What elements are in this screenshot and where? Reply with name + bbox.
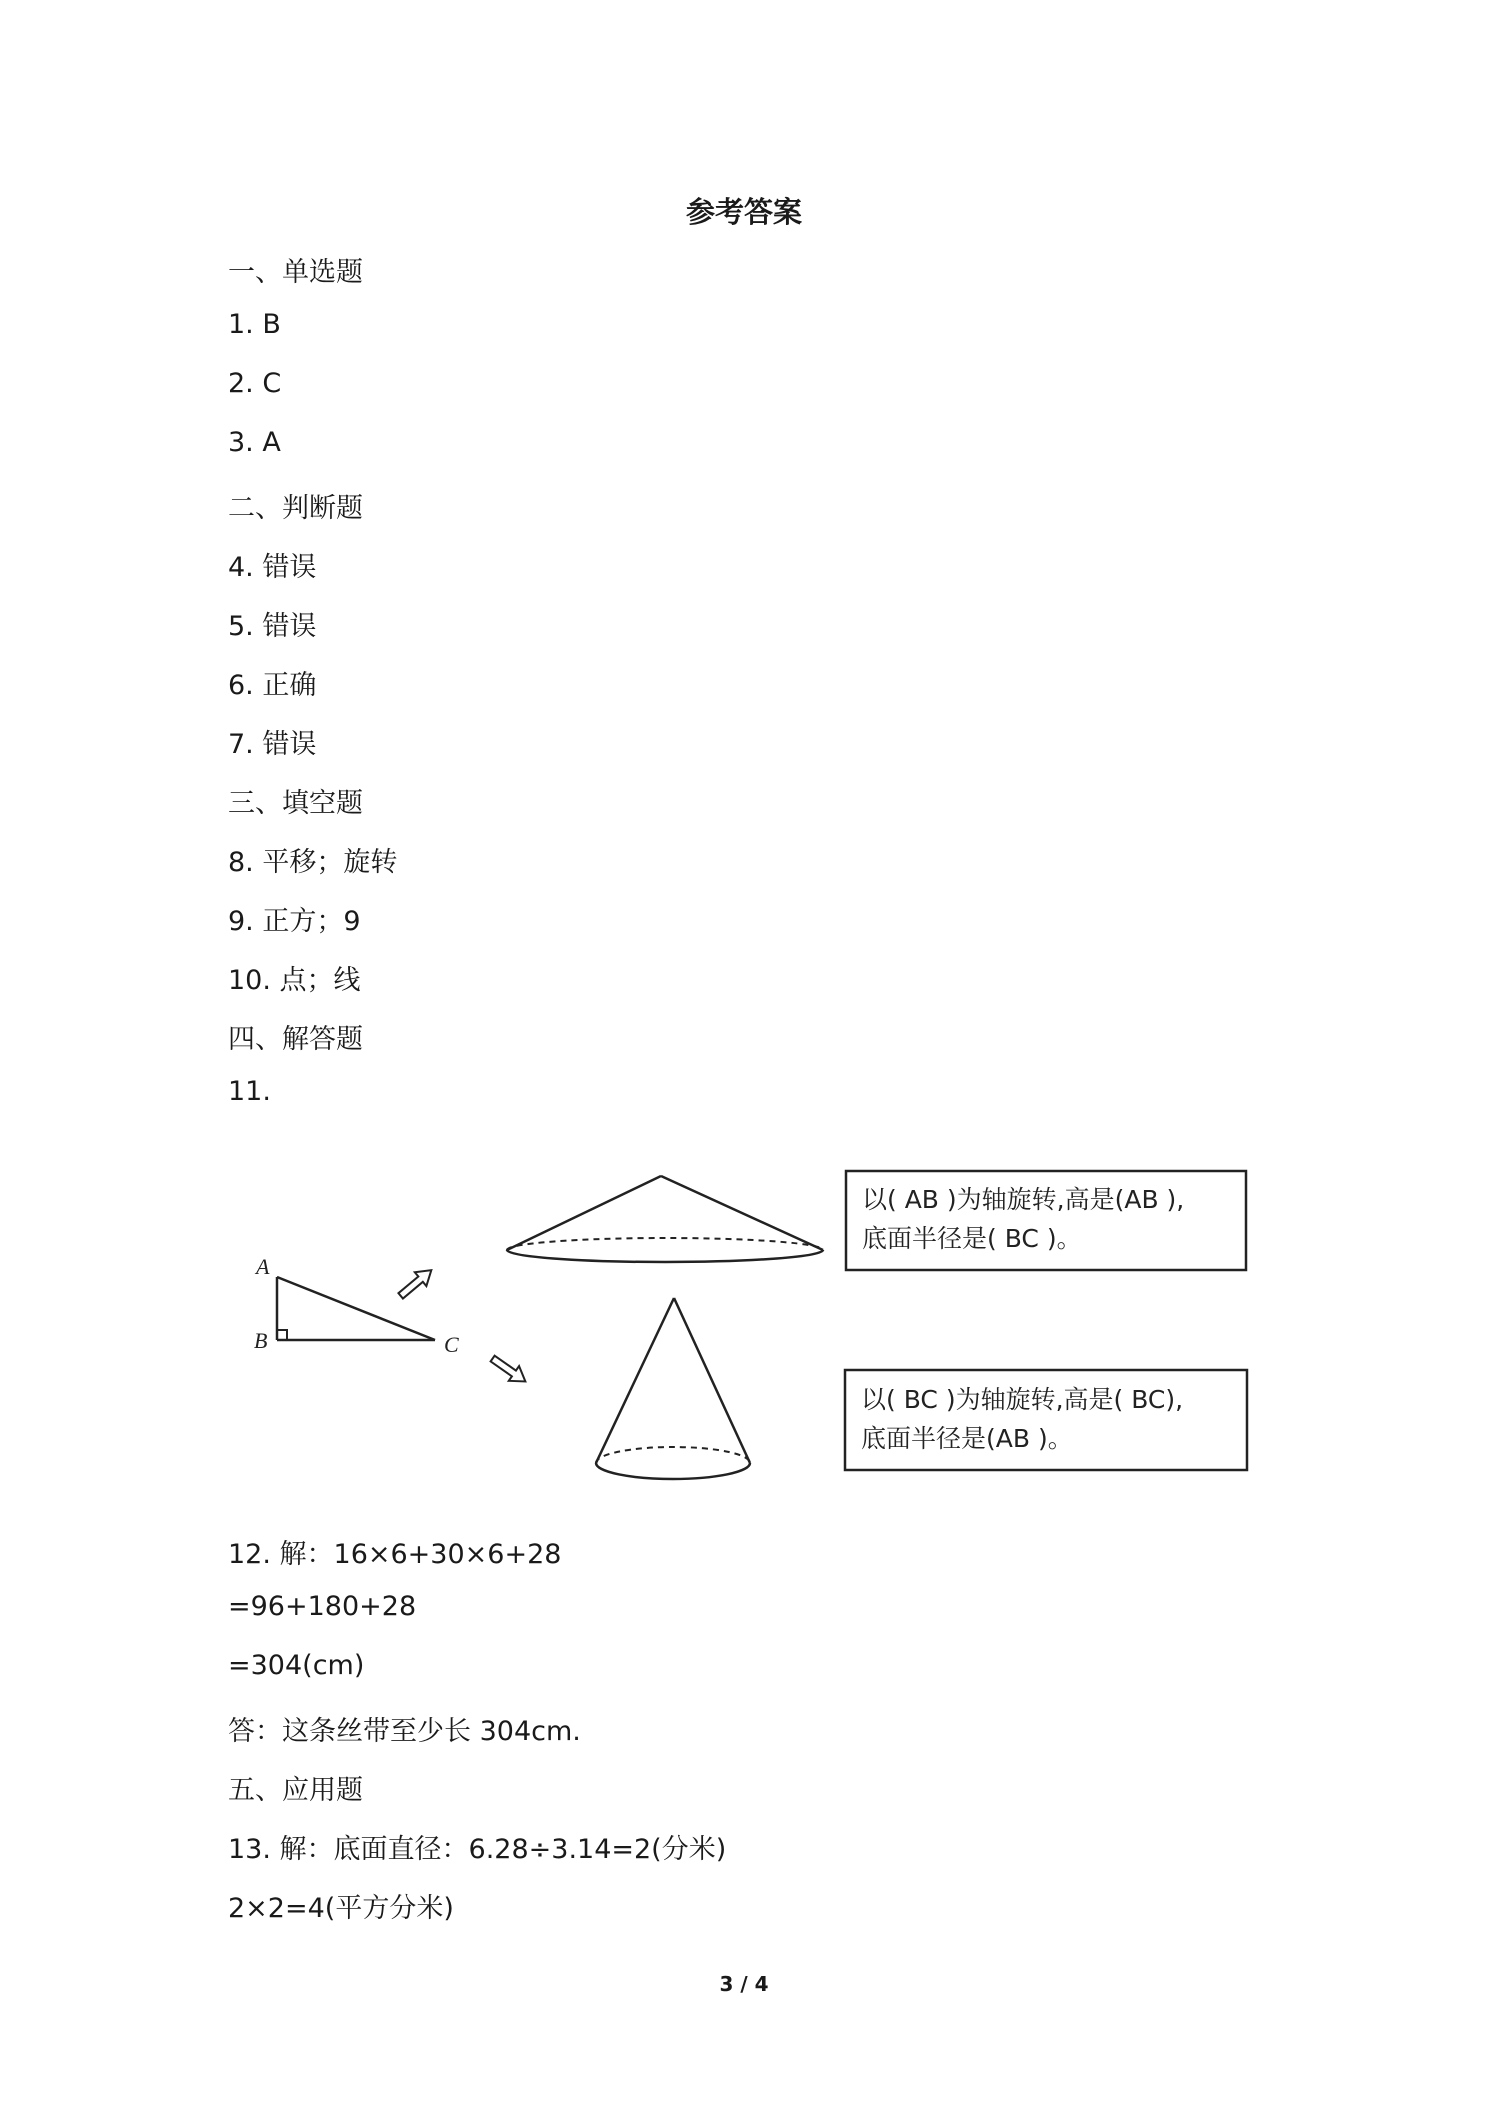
section-heading-3: 三、填空题 [228, 788, 363, 819]
answer-5: 5. 错误 [228, 611, 317, 642]
answer-12-line1: 12. 解：16×6+30×6+28 [228, 1539, 562, 1570]
answer-1: 1. B [228, 309, 281, 340]
section-heading-4: 四、解答题 [228, 1024, 363, 1055]
answer-10: 10. 点；线 [228, 965, 361, 996]
flat-cone [507, 1176, 823, 1262]
page-number: 3 / 4 [719, 1972, 769, 1996]
answer-13-line1: 13. 解：底面直径：6.28÷3.14=2(分米) [228, 1834, 727, 1865]
answer-box-1 [846, 1171, 1246, 1270]
label-c: C [444, 1332, 459, 1357]
section-heading-5: 五、应用题 [228, 1775, 363, 1806]
answer-8: 8. 平移；旋转 [228, 847, 398, 878]
box2-line2: 底面半径是(AB )。 [861, 1424, 1073, 1453]
arrow-down-right-icon [487, 1351, 530, 1389]
answer-12-line2: =96+180+28 [228, 1591, 417, 1622]
section-heading-2: 二、判断题 [228, 493, 363, 524]
answer-12-line3: =304(cm) [228, 1650, 365, 1681]
answer-4: 4. 错误 [228, 552, 317, 583]
section-heading-1: 一、单选题 [228, 257, 363, 288]
label-a: A [256, 1254, 270, 1279]
box1-line1: 以( AB )为轴旋转,高是(AB ), [862, 1185, 1185, 1214]
answer-9: 9. 正方；9 [228, 906, 361, 937]
answer-7: 7. 错误 [228, 729, 317, 760]
box2-line1: 以( BC )为轴旋转,高是( BC), [861, 1385, 1184, 1414]
answer-3: 3. A [228, 427, 281, 458]
answer-2: 2. C [228, 368, 282, 399]
answer-box-2 [845, 1370, 1247, 1470]
right-triangle [277, 1277, 435, 1340]
answer-13-line2: 2×2=4(平方分米) [228, 1893, 454, 1924]
arrow-up-right-icon [395, 1263, 437, 1303]
answer-6: 6. 正确 [228, 670, 317, 701]
label-b: B [254, 1328, 268, 1353]
tall-cone [596, 1298, 750, 1479]
answer-12-conclusion: 答：这条丝带至少长 304cm. [228, 1716, 581, 1747]
page-title: 参考答案 [685, 195, 802, 229]
box1-line2: 底面半径是( BC )。 [862, 1224, 1082, 1253]
answer-11-label: 11. [228, 1076, 271, 1107]
